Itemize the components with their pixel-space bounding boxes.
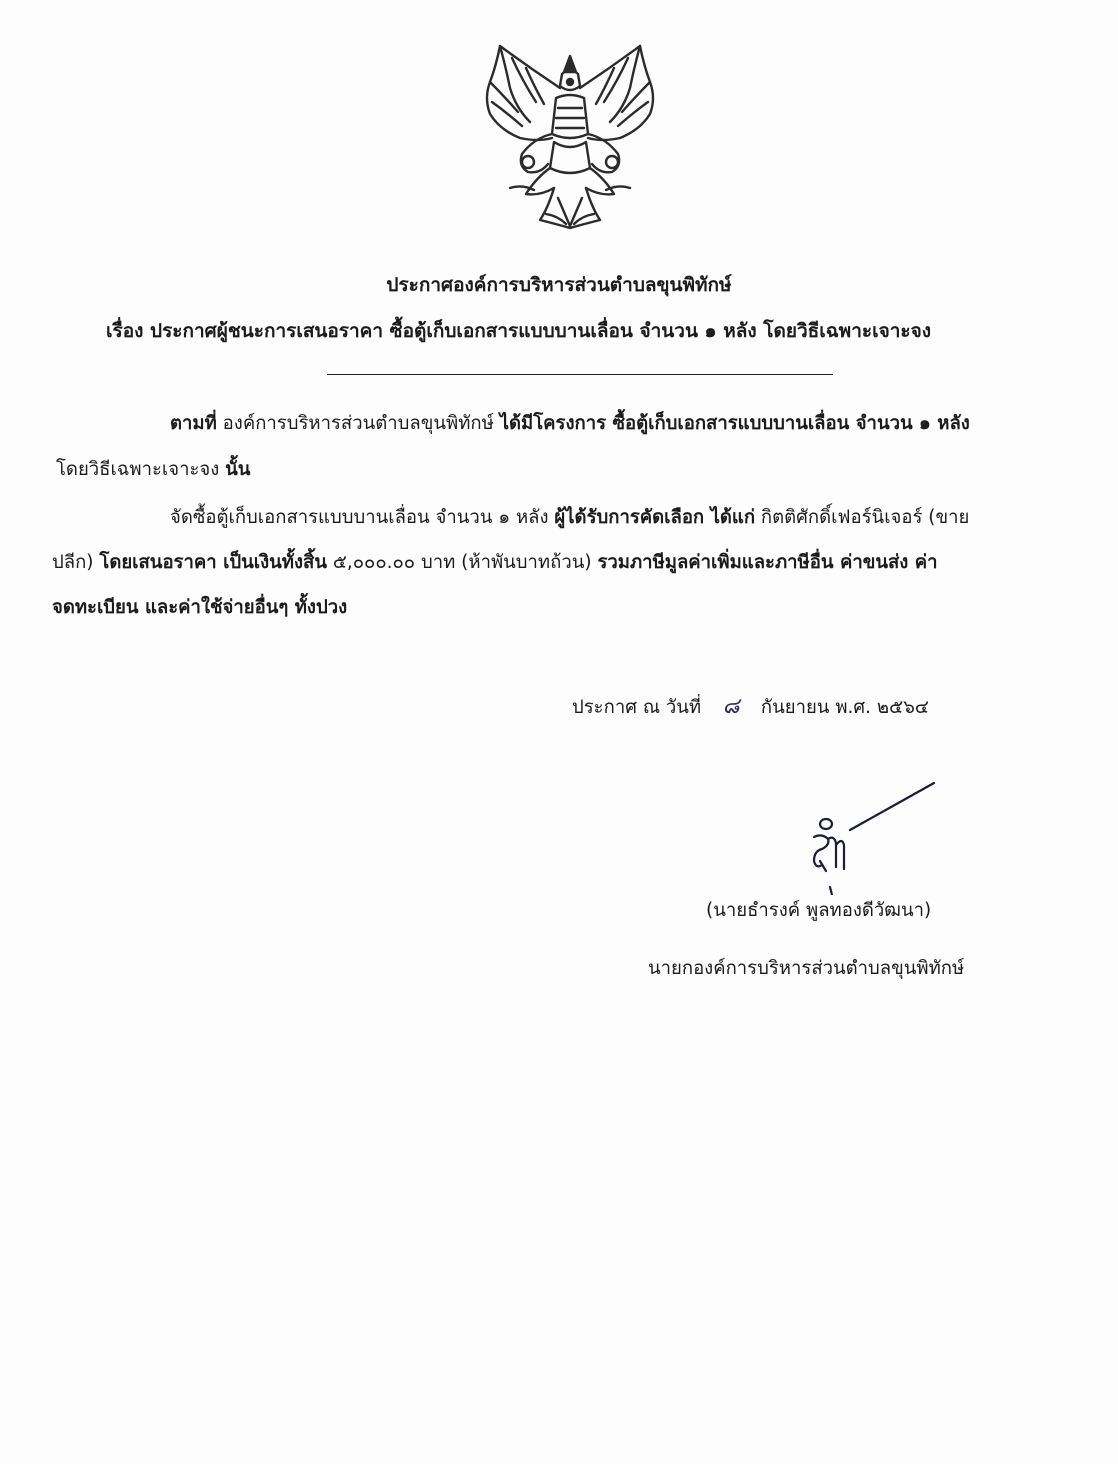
paragraph-1-line-2 (56, 455, 250, 484)
p1-org-name: องค์การบริหารส่วนตำบลขุนพิทักษ์ (216, 413, 500, 434)
announcement-title: ประกาศองค์การบริหารส่วนตำบลขุนพิทักษ์ (386, 274, 732, 296)
date-month-year: กันยายน พ.ศ. ๒๕๖๔ (760, 697, 929, 718)
paragraph-2-line-2 (52, 548, 938, 577)
announcement-subject (106, 316, 931, 346)
paragraph-1-line-1 (170, 409, 970, 438)
announcement-date (572, 688, 929, 723)
subject-text: ประกาศผู้ชนะการเสนอราคา ซื้อตู้เก็บเอกสารแบบบานเลื่อน จำนวน ๑ หลัง โดยวิธีเฉพาะเจาะจง (150, 320, 931, 342)
date-day: ๘ (722, 694, 740, 719)
p2-winner-name: กิตติศักดิ์เฟอร์นิเจอร์ (ขาย (755, 507, 970, 528)
paragraph-2-line-1 (170, 503, 969, 532)
p2-price-label: โดยเสนอราคา เป็นเงินทั้งสิ้น (99, 552, 327, 573)
signer-position: นายกองค์การบริหารส่วนตำบลขุนพิทักษ์ (648, 958, 965, 979)
date-prefix: ประกาศ ณ วันที่ (572, 697, 702, 718)
garuda-emblem-icon (470, 38, 670, 233)
p2-item: จัดซื้อตู้เก็บเอกสารแบบบานเลื่อน จำนวน ๑ หลัง (170, 507, 555, 528)
handwritten-signature-icon (800, 775, 950, 895)
p2-price-includes: รวมภาษีมูลค่าเพิ่มและภาษีอื่น ค่าขนส่ง ค่า (597, 552, 938, 573)
p2-winner-label: ผู้ได้รับการคัดเลือก ได้แก่ (554, 507, 756, 528)
p2-winner-name-end: ปลีก) (52, 552, 100, 573)
p1-method: โดยวิธีเฉพาะเจาะจง (56, 459, 226, 480)
p1-ending: นั้น (225, 459, 251, 480)
signer-name: (นายธำรงค์ พูลทองดีวัฒนา) (706, 900, 932, 921)
p2-price-value: ๕,๐๐๐.๐๐ บาท (ห้าพันบาทถ้วน) (326, 552, 598, 573)
paragraph-2-line-3 (52, 593, 347, 622)
subject-label: เรื่อง (106, 320, 144, 342)
title-separator (327, 374, 833, 375)
p1-bold-lead: ตามที่ (170, 413, 217, 434)
p2-price-includes-end: จดทะเบียน และค่าใช้จ่ายอื่นๆ ทั้งปวง (52, 597, 348, 618)
p1-project: ได้มีโครงการ ซื้อตู้เก็บเอกสารแบบบานเลื่อน จำนวน ๑ หลัง (499, 413, 970, 434)
